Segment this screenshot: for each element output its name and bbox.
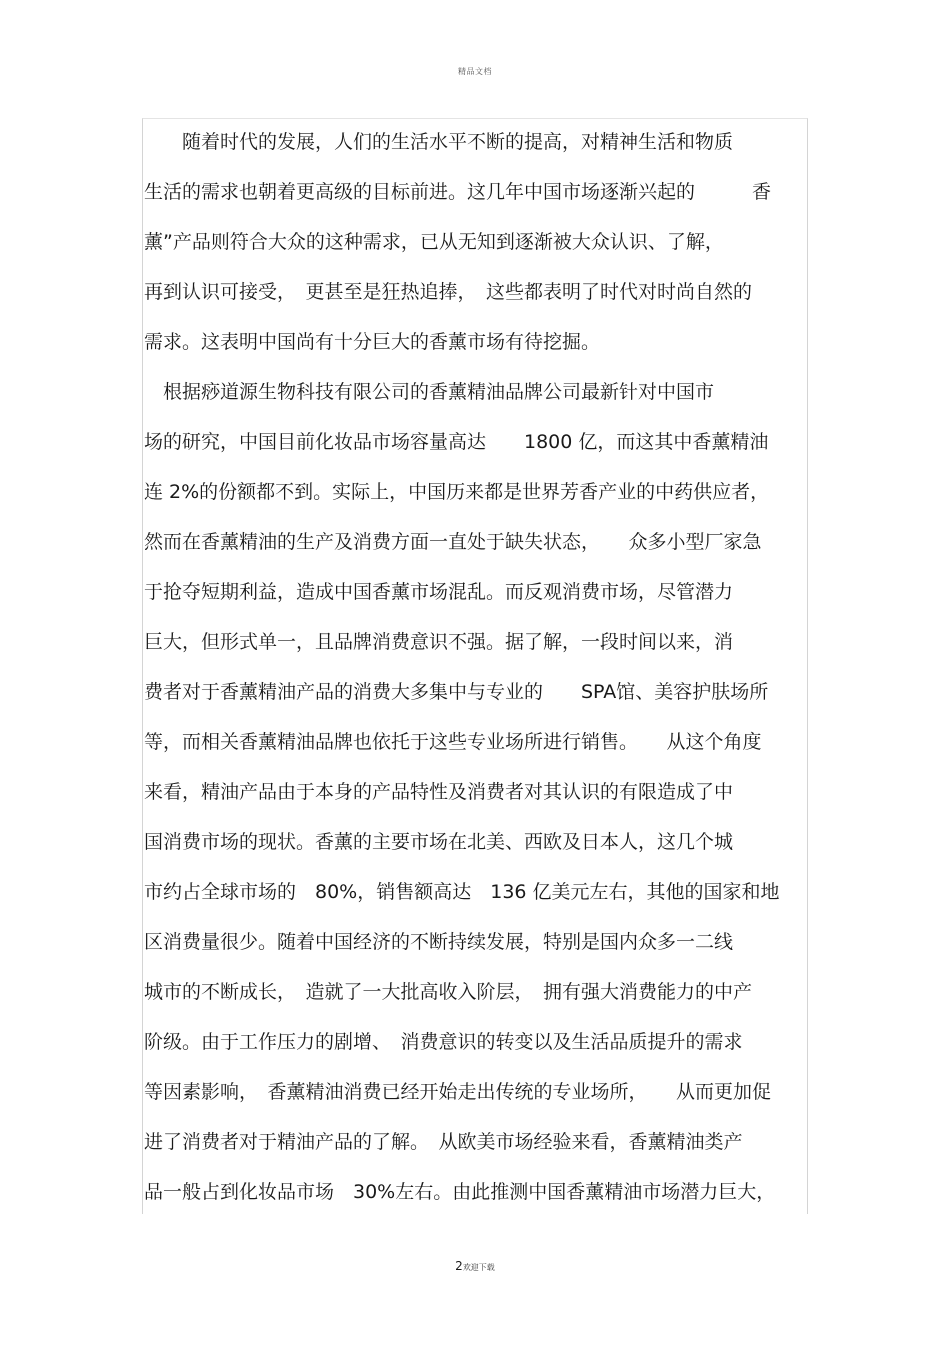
body-line: 生活的需求也朝着更高级的目标前进。这几年中国市场逐渐兴起的 香 xyxy=(144,181,772,203)
body-line: 品一般占到化妆品市场 30%左右。由此推测中国香薰精油市场潜力巨大， xyxy=(144,1181,776,1203)
body-line: 来看，精油产品由于本身的产品特性及消费者对其认识的有限造成了中 xyxy=(144,781,734,803)
body-line: 需求。这表明中国尚有十分巨大的香薰市场有待挖掘。 xyxy=(144,331,601,353)
body-line: 等，而相关香薰精油品牌也依托于这些专业场所进行销售。 从这个角度 xyxy=(144,731,762,753)
body-line: 等因素影响， 香薰精油消费已经开始走出传统的专业场所， 从而更加促 xyxy=(144,1081,772,1103)
body-line: 随着时代的发展，人们的生活水平不断的提高，对精神生活和物质 xyxy=(144,131,734,153)
footer-text: 欢迎下载 xyxy=(462,1263,495,1272)
body-line: 场的研究，中国目前化妆品市场容量高达 1800 亿，而这其中香薰精油 xyxy=(144,431,769,453)
page-header: 精品文档 xyxy=(458,67,492,76)
body-line: 然而在香薰精油的生产及消费方面一直处于缺失状态， 众多小型厂家急 xyxy=(144,531,762,553)
body-line: 费者对于香薰精油产品的消费大多集中与专业的 SPA馆、美容护肤场所 xyxy=(144,681,769,703)
body-line: 巨大，但形式单一，且品牌消费意识不强。据了解，一段时间以来，消 xyxy=(144,631,734,653)
page-number: 2 xyxy=(455,1259,463,1273)
body-line: 国消费市场的现状。香薰的主要市场在北美、西欧及日本人，这几个城 xyxy=(144,831,734,853)
body-line: 城市的不断成长， 造就了一大批高收入阶层， 拥有强大消费能力的中产 xyxy=(144,981,753,1003)
body-line: 市约占全球市场的 80%，销售额高达 136 亿美元左右，其他的国家和地 xyxy=(144,881,780,903)
body-line: 薰”产品则符合大众的这种需求，已从无知到逐渐被大众认识、了解， xyxy=(144,231,724,253)
body-line: 根据痧道源生物科技有限公司的香薰精油品牌公司最新针对中国市 xyxy=(144,381,715,403)
body-line: 进了消费者对于精油产品的了解。 从欧美市场经验来看，香薰精油类产 xyxy=(144,1131,743,1153)
page-footer xyxy=(0,1259,950,1273)
body-line: 于抢夺短期利益，造成中国香薰市场混乱。而反观消费市场，尽管潜力 xyxy=(144,581,734,603)
body-line: 再到认识可接受， 更甚至是狂热追捧， 这些都表明了时代对时尚自然的 xyxy=(144,281,753,303)
body-line: 区消费量很少。随着中国经济的不断持续发展，特别是国内众多一二线 xyxy=(144,931,734,953)
body-line: 连 2%的份额都不到。实际上，中国历来都是世界芳香产业的中药供应者， xyxy=(144,481,770,503)
body-line: 阶级。由于工作压力的剧增、 消费意识的转变以及生活品质提升的需求 xyxy=(144,1031,743,1053)
